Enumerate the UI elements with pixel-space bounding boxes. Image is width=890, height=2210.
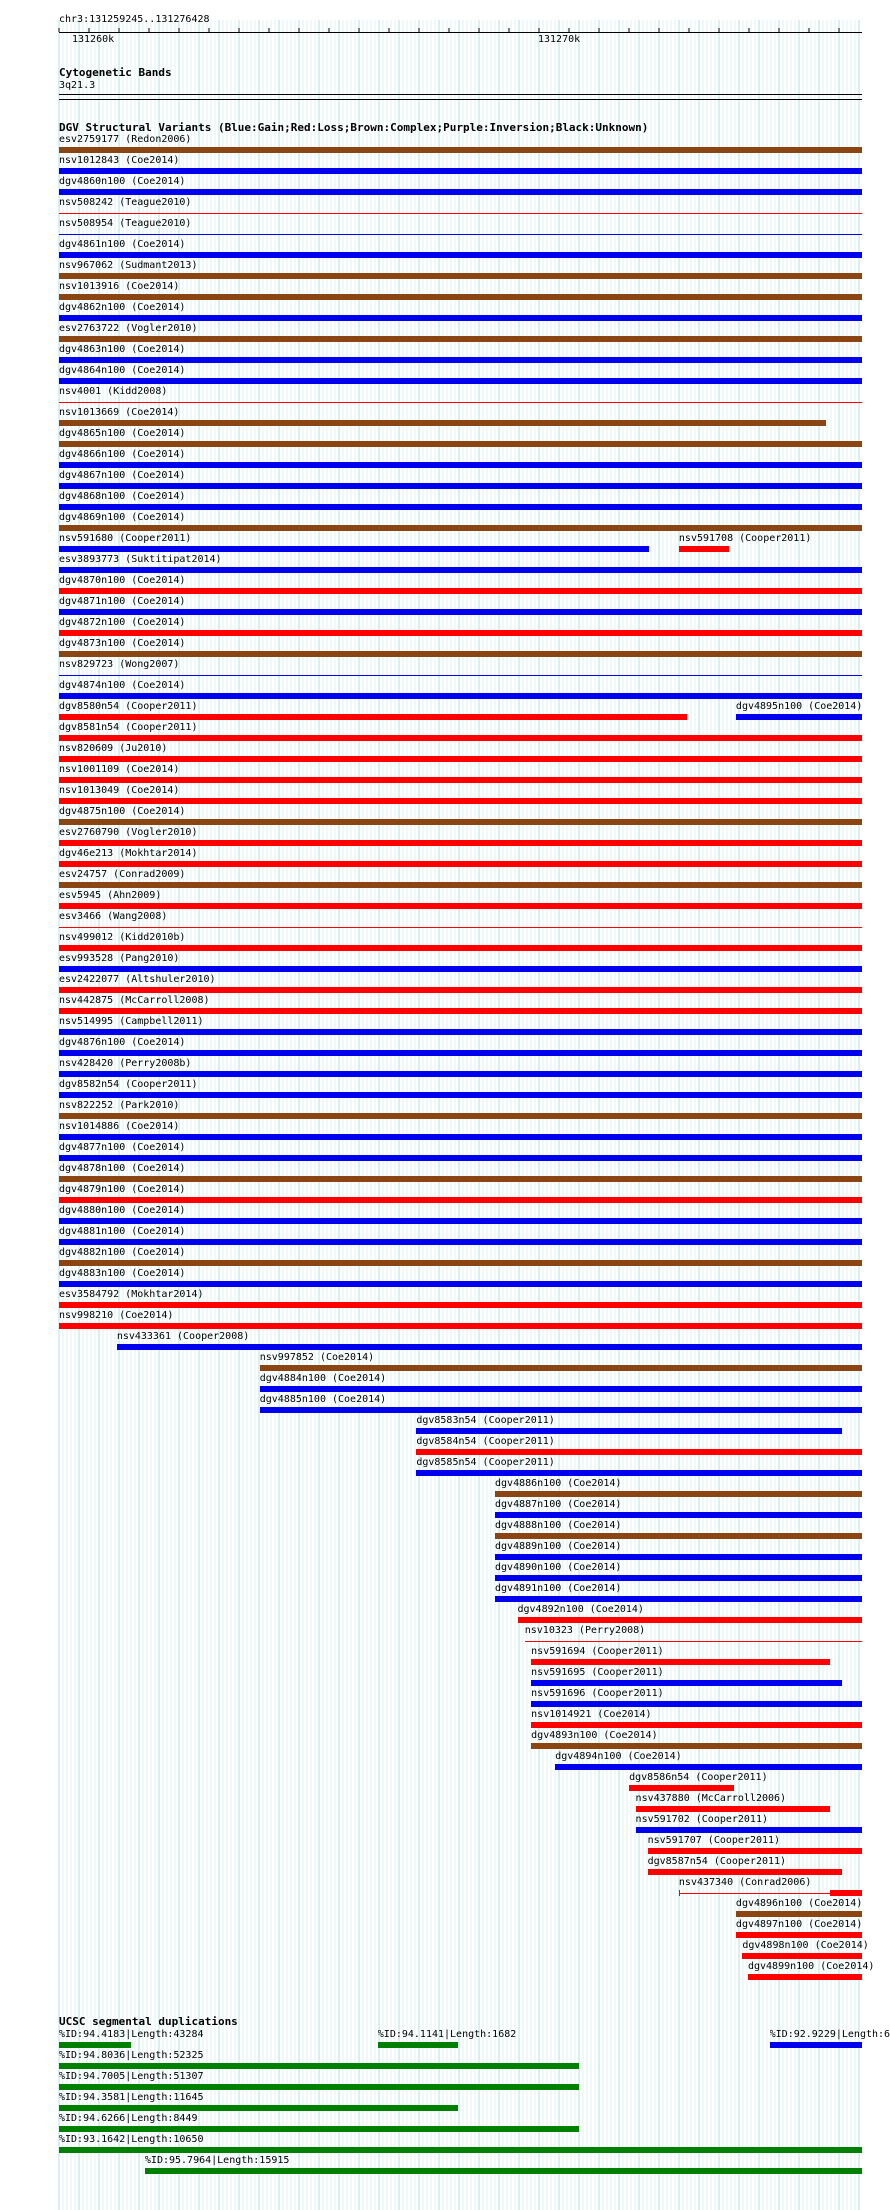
segdup-label[interactable]: %ID:94.6266|Length:8449	[59, 2113, 198, 2124]
variant-label[interactable]: nsv1014921 (Coe2014)	[531, 1709, 652, 1720]
variant-label[interactable]: dgv4889n100 (Coe2014)	[495, 1541, 622, 1552]
variant-bar[interactable]	[117, 1344, 862, 1350]
variant-bar[interactable]	[59, 756, 862, 762]
variant-bar[interactable]	[59, 714, 687, 720]
variant-bar[interactable]	[59, 252, 862, 258]
ruler-location: chr3:131259245..131276428	[59, 14, 210, 25]
variant-label[interactable]: nsv10323 (Perry2008)	[524, 1625, 646, 1636]
variant-label[interactable]: nsv442875 (McCarroll2008)	[59, 995, 210, 1006]
variant-bar[interactable]	[495, 1575, 862, 1581]
variant-bar[interactable]	[736, 1911, 862, 1917]
segdup-label[interactable]: %ID:93.1642|Length:10650	[59, 2134, 204, 2145]
variant-label[interactable]: dgv4871n100 (Coe2014)	[59, 596, 186, 607]
variant-bar[interactable]	[495, 1491, 862, 1497]
segdup-bar[interactable]	[770, 2042, 862, 2048]
segdup-bar[interactable]	[59, 2147, 862, 2153]
segdup-bar[interactable]	[378, 2042, 458, 2048]
variant-bar[interactable]	[59, 1197, 862, 1203]
variant-bar[interactable]	[679, 546, 730, 552]
segdup-bar[interactable]	[59, 2042, 131, 2048]
variant-label[interactable]: dgv4895n100 (Coe2014)	[735, 701, 863, 712]
variant-label[interactable]: nsv1001109 (Coe2014)	[59, 764, 180, 775]
variant-label[interactable]: nsv591702 (Cooper2011)	[635, 1814, 768, 1825]
variant-bar[interactable]	[260, 1365, 862, 1371]
variant-label[interactable]: nsv820609 (Ju2010)	[59, 743, 168, 754]
variant-label[interactable]: dgv4883n100 (Coe2014)	[59, 1268, 186, 1279]
variant-label[interactable]: dgv4866n100 (Coe2014)	[59, 449, 186, 460]
variant-bar[interactable]	[59, 1092, 862, 1098]
variant-label[interactable]: esv3466 (Wang2008)	[59, 911, 168, 922]
variant-label[interactable]: dgv4862n100 (Coe2014)	[59, 302, 186, 313]
variant-label[interactable]: dgv4863n100 (Coe2014)	[59, 344, 186, 355]
variant-label[interactable]: esv3893773 (Suktitipat2014)	[59, 554, 222, 565]
segdup-bar[interactable]	[59, 2063, 579, 2069]
variant-bar[interactable]	[59, 357, 862, 363]
variant-bar[interactable]	[59, 1134, 862, 1140]
variant-label[interactable]: dgv4876n100 (Coe2014)	[59, 1037, 186, 1048]
variant-label[interactable]: dgv8586n54 (Cooper2011)	[629, 1772, 768, 1783]
variant-bar[interactable]	[59, 483, 862, 489]
variant-bar[interactable]	[59, 147, 862, 153]
variant-bar[interactable]	[59, 546, 649, 552]
segdup-label[interactable]: %ID:94.4183|Length:43284	[59, 2029, 204, 2040]
variant-label[interactable]: nsv433361 (Cooper2008)	[116, 1331, 250, 1342]
variant-bar[interactable]	[59, 927, 862, 928]
variant-bar[interactable]	[59, 903, 862, 909]
variant-bar[interactable]	[59, 315, 862, 321]
variant-label[interactable]: dgv8584n54 (Cooper2011)	[416, 1436, 555, 1447]
variant-bar[interactable]	[636, 1827, 862, 1833]
variant-bar[interactable]	[59, 1323, 862, 1329]
variant-bar[interactable]	[59, 462, 862, 468]
variant-bar[interactable]	[59, 693, 862, 699]
variant-label[interactable]: nsv499012 (Kidd2010b)	[59, 932, 186, 943]
variant-bar[interactable]	[59, 1155, 862, 1161]
variant-label[interactable]: dgv8585n54 (Cooper2011)	[416, 1457, 555, 1468]
variant-label[interactable]: nsv1013916 (Coe2014)	[59, 281, 180, 292]
variant-bar[interactable]	[59, 1239, 862, 1245]
variant-label[interactable]: dgv4882n100 (Coe2014)	[59, 1247, 186, 1258]
variant-label[interactable]: dgv8580n54 (Cooper2011)	[59, 701, 198, 712]
variant-bar[interactable]	[59, 1071, 862, 1077]
ruler-tick-label: 131270k	[538, 34, 581, 45]
variant-bar[interactable]	[59, 525, 862, 531]
variant-bar[interactable]	[59, 1176, 862, 1182]
variant-bar[interactable]	[416, 1449, 862, 1455]
variant-bar[interactable]	[59, 504, 862, 510]
variant-label[interactable]: dgv8582n54 (Cooper2011)	[59, 1079, 198, 1090]
variant-label[interactable]: esv24757 (Conrad2009)	[59, 869, 186, 880]
segdup-label[interactable]: %ID:94.7005|Length:51307	[59, 2071, 204, 2082]
variant-label[interactable]: dgv4890n100 (Coe2014)	[495, 1562, 622, 1573]
variant-label[interactable]: dgv4870n100 (Coe2014)	[59, 575, 186, 586]
dgv-track-title: DGV Structural Variants (Blue:Gain;Red:Loss;Brown:Complex;Purple:Inversion;Black:Unknown)	[59, 121, 649, 134]
variant-bar[interactable]	[59, 588, 862, 594]
variant-label[interactable]: dgv4880n100 (Coe2014)	[59, 1205, 186, 1216]
variant-label[interactable]: esv2760790 (Vogler2010)	[59, 827, 198, 838]
variant-label[interactable]: dgv8587n54 (Cooper2011)	[647, 1856, 787, 1867]
variant-label[interactable]: dgv4872n100 (Coe2014)	[59, 617, 186, 628]
variant-label[interactable]: dgv4887n100 (Coe2014)	[495, 1499, 622, 1510]
variant-label[interactable]: dgv4893n100 (Coe2014)	[531, 1730, 658, 1741]
segdup-track-title: UCSC segmental duplications	[59, 2015, 238, 2028]
segdup-label[interactable]: %ID:94.1141|Length:1682	[377, 2029, 517, 2040]
ruler-tick-label: 131260k	[72, 34, 115, 45]
variant-label[interactable]: dgv4864n100 (Coe2014)	[59, 365, 186, 376]
variant-label[interactable]: esv5945 (Ahn2009)	[59, 890, 162, 901]
variant-bar[interactable]	[495, 1512, 862, 1518]
variant-label[interactable]: nsv591707 (Cooper2011)	[647, 1835, 781, 1846]
variant-label[interactable]: dgv4886n100 (Coe2014)	[495, 1478, 622, 1489]
variant-bar[interactable]	[59, 777, 862, 783]
variant-bar[interactable]	[59, 798, 862, 804]
variant-bar[interactable]	[59, 840, 862, 846]
variant-label[interactable]: dgv4868n100 (Coe2014)	[59, 491, 186, 502]
variant-label[interactable]: dgv4896n100 (Coe2014)	[735, 1898, 863, 1909]
variant-label[interactable]: nsv1012843 (Coe2014)	[59, 155, 180, 166]
variant-bar[interactable]	[59, 294, 862, 300]
variant-bar[interactable]	[59, 1218, 862, 1224]
cytoband-line	[59, 99, 862, 100]
variant-bar[interactable]	[59, 441, 862, 447]
variant-bar[interactable]	[495, 1554, 862, 1560]
variant-label[interactable]: dgv4865n100 (Coe2014)	[59, 428, 186, 439]
variant-bar[interactable]	[59, 630, 862, 636]
variant-bar[interactable]	[736, 714, 862, 720]
cytoband-line	[59, 94, 862, 95]
variant-label[interactable]: nsv822252 (Park2010)	[59, 1100, 180, 1111]
variant-bar[interactable]	[59, 1281, 862, 1287]
variant-label[interactable]: dgv4861n100 (Coe2014)	[59, 239, 186, 250]
variant-label[interactable]: dgv4885n100 (Coe2014)	[259, 1394, 387, 1405]
variant-label[interactable]: nsv591680 (Cooper2011)	[59, 533, 192, 544]
variant-bar[interactable]	[59, 213, 862, 214]
variant-label[interactable]: dgv4888n100 (Coe2014)	[495, 1520, 622, 1531]
variant-bar[interactable]	[59, 1008, 862, 1014]
variant-bar[interactable]	[648, 1869, 842, 1875]
variant-label[interactable]: nsv1013669 (Coe2014)	[59, 407, 180, 418]
variant-label[interactable]: nsv4001 (Kidd2008)	[59, 386, 168, 397]
variant-label[interactable]: nsv514995 (Campbell2011)	[59, 1016, 204, 1027]
variant-label[interactable]: dgv8583n54 (Cooper2011)	[416, 1415, 555, 1426]
variant-bar[interactable]	[59, 567, 862, 573]
variant-label[interactable]: dgv4897n100 (Coe2014)	[735, 1919, 863, 1930]
variant-bar[interactable]	[260, 1407, 862, 1413]
variant-bar[interactable]	[742, 1953, 862, 1959]
segdup-label[interactable]: %ID:94.3581|Length:11645	[59, 2092, 204, 2103]
variant-label[interactable]: dgv4867n100 (Coe2014)	[59, 470, 186, 481]
variant-bar[interactable]	[636, 1806, 830, 1812]
variant-bar[interactable]	[518, 1617, 862, 1623]
variant-bar[interactable]	[531, 1701, 862, 1707]
variant-bar[interactable]	[416, 1470, 862, 1476]
variant-bar[interactable]	[59, 1260, 862, 1266]
cytoband-title: Cytogenetic Bands	[59, 66, 172, 79]
variant-bar[interactable]	[59, 234, 862, 235]
variant-bar[interactable]	[59, 882, 862, 888]
segdup-label[interactable]: %ID:94.8036|Length:52325	[59, 2050, 204, 2061]
variant-bar[interactable]	[531, 1743, 862, 1749]
variant-bar[interactable]	[531, 1659, 830, 1665]
variant-bar[interactable]	[59, 378, 862, 384]
segdup-label[interactable]: %ID:95.7964|Length:15915	[144, 2155, 290, 2166]
variant-label[interactable]: nsv591695 (Cooper2011)	[531, 1667, 664, 1678]
variant-label[interactable]: nsv998210 (Coe2014)	[59, 1310, 174, 1321]
variant-bar[interactable]	[648, 1848, 862, 1854]
variant-bar[interactable]	[59, 609, 862, 615]
variant-bar[interactable]	[629, 1785, 733, 1791]
variant-bar[interactable]	[748, 1974, 862, 1980]
variant-label[interactable]: nsv591694 (Cooper2011)	[531, 1646, 664, 1657]
variant-bar[interactable]	[59, 189, 862, 195]
variant-bar[interactable]	[59, 861, 862, 867]
variant-label[interactable]: dgv4874n100 (Coe2014)	[59, 680, 186, 691]
segdup-label[interactable]: %ID:92.9229|Length:6	[769, 2029, 890, 2040]
variant-label[interactable]: nsv591708 (Cooper2011)	[678, 533, 812, 544]
variant-label[interactable]: esv2422077 (Altshuler2010)	[59, 974, 216, 985]
variant-label[interactable]: dgv4869n100 (Coe2014)	[59, 512, 186, 523]
variant-bar[interactable]	[525, 1641, 862, 1642]
variant-label[interactable]: dgv4891n100 (Coe2014)	[495, 1583, 622, 1594]
variant-label[interactable]: nsv428420 (Perry2008b)	[59, 1058, 192, 1069]
variant-label[interactable]: dgv4892n100 (Coe2014)	[517, 1604, 644, 1615]
variant-label[interactable]: dgv4879n100 (Coe2014)	[59, 1184, 186, 1195]
variant-label[interactable]: esv2759177 (Redon2006)	[59, 134, 192, 145]
variant-bar-segment[interactable]	[830, 1890, 862, 1896]
variant-label[interactable]: dgv4860n100 (Coe2014)	[59, 176, 186, 187]
variant-label[interactable]: dgv4875n100 (Coe2014)	[59, 806, 186, 817]
variant-label[interactable]: nsv508954 (Teague2010)	[59, 218, 192, 229]
variant-label[interactable]: nsv508242 (Teague2010)	[59, 197, 192, 208]
variant-label[interactable]: esv2763722 (Vogler2010)	[59, 323, 198, 334]
variant-bar[interactable]	[59, 651, 862, 657]
segdup-bar[interactable]	[59, 2126, 579, 2132]
variant-label[interactable]: dgv4873n100 (Coe2014)	[59, 638, 186, 649]
variant-bar-tick	[679, 1890, 680, 1896]
segdup-bar[interactable]	[59, 2105, 458, 2111]
variant-bar[interactable]	[59, 987, 862, 993]
variant-bar[interactable]	[555, 1764, 862, 1770]
variant-label[interactable]: dgv4899n100 (Coe2014)	[747, 1961, 875, 1972]
cytoband-name: 3q21.3	[59, 80, 96, 91]
variant-bar[interactable]	[59, 1113, 862, 1119]
variant-label[interactable]: esv3584792 (Mokhtar2014)	[59, 1289, 204, 1300]
variant-bar[interactable]	[59, 675, 862, 676]
variant-bar[interactable]	[59, 966, 862, 972]
variant-label[interactable]: nsv437880 (McCarroll2006)	[635, 1793, 787, 1804]
variant-label[interactable]: nsv967062 (Sudmant2013)	[59, 260, 198, 271]
variant-label[interactable]: dgv4898n100 (Coe2014)	[742, 1940, 869, 1951]
variant-bar[interactable]	[59, 1302, 862, 1308]
variant-label[interactable]: esv993528 (Pang2010)	[59, 953, 180, 964]
variant-label[interactable]: dgv4878n100 (Coe2014)	[59, 1163, 186, 1174]
variant-bar[interactable]	[59, 168, 862, 174]
variant-bar[interactable]	[736, 1932, 862, 1938]
variant-bar[interactable]	[531, 1722, 862, 1728]
variant-label[interactable]: nsv1013049 (Coe2014)	[59, 785, 180, 796]
variant-label[interactable]: dgv46e213 (Mokhtar2014)	[59, 848, 198, 859]
variant-label[interactable]: nsv437340 (Conrad2006)	[678, 1877, 812, 1888]
variant-bar[interactable]	[495, 1533, 862, 1539]
variant-label[interactable]: nsv997852 (Coe2014)	[259, 1352, 375, 1363]
variant-bar[interactable]	[59, 819, 862, 825]
variant-bar[interactable]	[59, 336, 862, 342]
variant-bar[interactable]	[59, 735, 862, 741]
variant-label[interactable]: dgv4894n100 (Coe2014)	[555, 1751, 682, 1762]
variant-label[interactable]: dgv4877n100 (Coe2014)	[59, 1142, 186, 1153]
segdup-bar[interactable]	[59, 2084, 579, 2090]
variant-bar[interactable]	[59, 273, 862, 279]
variant-bar[interactable]	[59, 420, 826, 426]
variant-bar[interactable]	[59, 1050, 862, 1056]
variant-bar[interactable]	[59, 1029, 862, 1035]
segdup-bar[interactable]	[145, 2168, 862, 2174]
variant-label[interactable]: dgv8581n54 (Cooper2011)	[59, 722, 198, 733]
variant-label[interactable]: dgv4884n100 (Coe2014)	[259, 1373, 387, 1384]
variant-label[interactable]: dgv4881n100 (Coe2014)	[59, 1226, 186, 1237]
variant-label[interactable]: nsv1014886 (Coe2014)	[59, 1121, 180, 1132]
variant-bar[interactable]	[260, 1386, 862, 1392]
variant-bar[interactable]	[59, 945, 862, 951]
variant-label[interactable]: nsv591696 (Cooper2011)	[531, 1688, 664, 1699]
variant-bar[interactable]	[59, 402, 862, 403]
variant-bar[interactable]	[495, 1596, 862, 1602]
ruler-axis	[59, 32, 862, 33]
variant-label[interactable]: nsv829723 (Wong2007)	[59, 659, 180, 670]
variant-bar[interactable]	[416, 1428, 842, 1434]
variant-bar[interactable]	[531, 1680, 842, 1686]
